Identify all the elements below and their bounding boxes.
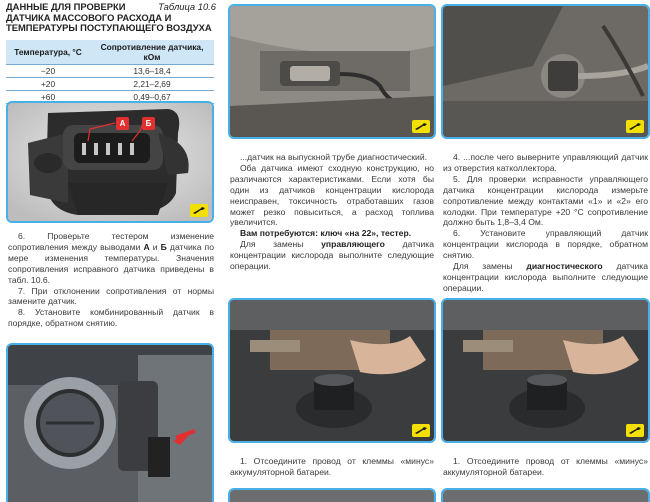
battery-illustration	[230, 300, 434, 441]
mid-p2: Оба датчика имеют сходную конструкцию, но различаются характеристиками. Если хотя бы один из датчиков концентрации кислорода неисправен, токсичность отработавших газов может резко повыситься, а расход топлива увеличится.	[230, 162, 434, 228]
right-p6: 6. Установите управляющий датчик концентрации кислорода в порядке, обратном снятию.	[443, 228, 648, 261]
mid-p3: Для замены управляющего датчика концентрации кислорода выполните следующие операции.	[230, 239, 435, 272]
photo-exhaust-sensor	[228, 4, 436, 139]
photo-mass-airflow-sensor	[6, 101, 214, 223]
cell-resistance: 2,21–2,69	[90, 78, 214, 91]
connector-label-a: А	[116, 117, 129, 130]
step-6: 6. Проверьте тестером изменение сопротивления между выводами А и Б датчика по мере изменения температуры. Значения сопротивления исправного датчика приведены в табл. 10.6.	[8, 231, 214, 285]
table-title-line3: ТЕМПЕРАТУРЫ ПОСТУПАЮЩЕГО ВОЗДУХА	[6, 22, 212, 33]
cell-temperature: +20	[6, 78, 90, 91]
photo-throttle-body	[6, 343, 214, 502]
wrench-badge-icon	[190, 204, 208, 217]
cell-temperature: +60	[6, 91, 90, 104]
cell-resistance: 13,6–18,4	[90, 65, 214, 78]
resistance-table	[6, 40, 214, 104]
exhaust-sensor-illustration	[230, 6, 434, 137]
mid-p1: ...датчик на выпускной трубе диагностический.	[240, 152, 428, 162]
photo-next-2	[441, 488, 650, 502]
catalytic-sensor-illustration	[443, 6, 648, 137]
photo-catalytic-sensor	[441, 4, 650, 139]
right-instructions	[443, 152, 648, 294]
table-row	[6, 78, 214, 91]
next-photo-strip-2	[443, 490, 648, 502]
photo-next	[228, 488, 436, 502]
tools-required: Вам потребуются: ключ «на 22», тестер.	[240, 228, 412, 239]
col-header-temperature: Температура, °С	[6, 40, 90, 65]
table-title-line1: ДАННЫЕ ДЛЯ ПРОВЕРКИ	[6, 1, 126, 12]
wrench-badge-icon	[626, 424, 644, 437]
right-step-1: 1. Отсоедините провод от клеммы «минус» аккумуляторной батареи.	[443, 456, 648, 477]
left-instructions	[8, 231, 214, 329]
next-photo-strip	[230, 490, 434, 502]
step-8: 8. Установите комбинированный датчик в порядке, обратном снятию.	[8, 307, 214, 329]
wrench-badge-icon	[412, 424, 430, 437]
sensor-illustration	[8, 103, 212, 221]
table-row	[6, 65, 214, 78]
photo-battery-terminal	[228, 298, 436, 443]
throttle-illustration	[8, 345, 212, 502]
cell-resistance: 0,49–0,67	[90, 91, 214, 104]
table-title-line2: ДАТЧИКА МАССОВОГО РАСХОДА И	[6, 11, 172, 23]
battery-illustration-2	[443, 300, 648, 441]
right-p5: 5. Для проверки исправности управляющего датчика концентрации кислорода измерьте сопротивление между контактами «1» и «2» его колодки. При температуре +20 °С сопротивление должно быть 1,8–3,4 Ом.	[443, 173, 648, 228]
cell-temperature: −20	[6, 65, 90, 78]
wrench-badge-icon	[626, 120, 644, 133]
step-7: 7. При отклонении сопротивления от нормы замените датчик.	[8, 285, 214, 307]
col-header-resistance: Сопротивление датчика, кОм	[90, 40, 214, 65]
right-p4: 4. ...после чего выверните управляющий датчик из отверстия катколлектора.	[443, 152, 648, 173]
table-caption	[6, 2, 216, 34]
middle-step-1: 1. Отсоедините провод от клеммы «минус» аккумуляторной батареи.	[230, 456, 434, 477]
middle-instructions	[230, 152, 434, 272]
table-number: Таблица 10.6	[158, 1, 216, 12]
wrench-badge-icon	[412, 120, 430, 133]
right-p7: Для замены диагностического датчика концентрации кислорода выполните следующие операции.	[443, 261, 648, 293]
photo-battery-terminal-2	[441, 298, 650, 443]
connector-label-b: Б	[142, 117, 155, 130]
